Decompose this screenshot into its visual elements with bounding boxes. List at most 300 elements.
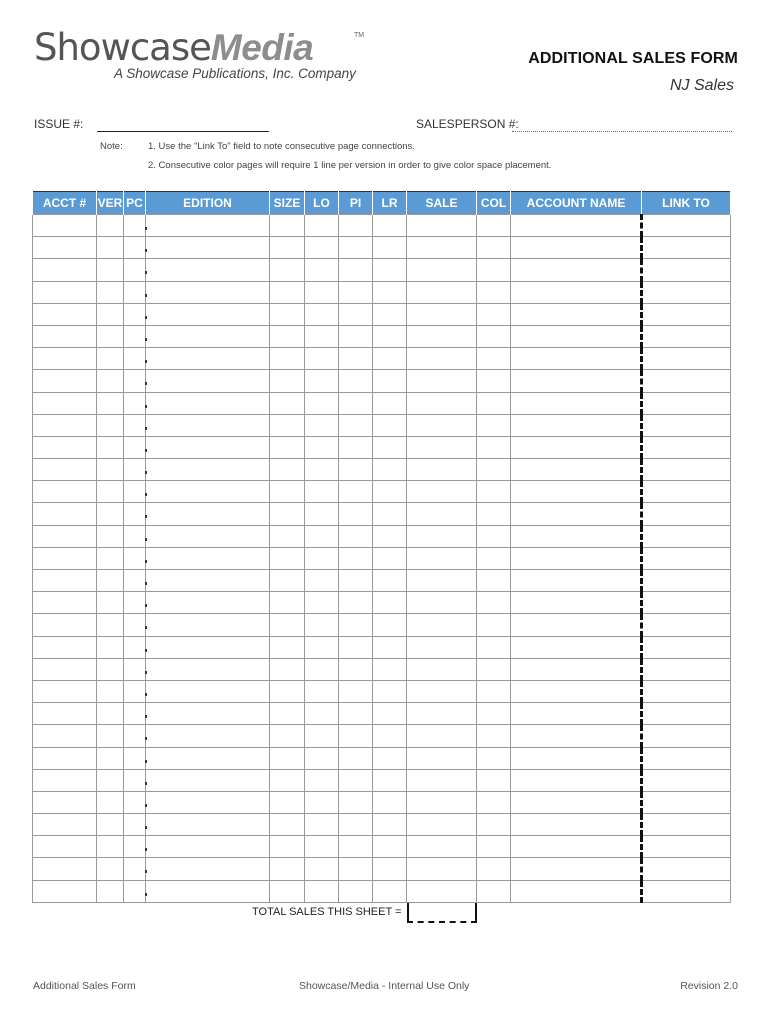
cell-size[interactable] (270, 703, 305, 725)
cell-pc[interactable] (124, 303, 146, 325)
cell-pi[interactable] (339, 769, 373, 791)
cell-link-to[interactable] (642, 414, 731, 436)
cell-lo[interactable] (305, 481, 339, 503)
cell-sale[interactable] (407, 303, 477, 325)
cell-name[interactable] (511, 303, 642, 325)
cell-lr[interactable] (373, 614, 407, 636)
cell-ver[interactable] (97, 436, 124, 458)
cell-sale[interactable] (407, 414, 477, 436)
cell-pi[interactable] (339, 259, 373, 281)
cell-name[interactable] (511, 636, 642, 658)
cell-pc[interactable] (124, 880, 146, 902)
cell-pi[interactable] (339, 503, 373, 525)
cell-sale[interactable] (407, 791, 477, 813)
cell-lr[interactable] (373, 725, 407, 747)
cell-edition[interactable] (146, 525, 270, 547)
cell-acct[interactable] (33, 392, 97, 414)
cell-pi[interactable] (339, 348, 373, 370)
cell-sale[interactable] (407, 525, 477, 547)
cell-sale[interactable] (407, 703, 477, 725)
cell-name[interactable] (511, 814, 642, 836)
cell-lo[interactable] (305, 237, 339, 259)
cell-pi[interactable] (339, 459, 373, 481)
cell-edition[interactable] (146, 769, 270, 791)
cell-lr[interactable] (373, 303, 407, 325)
cell-ver[interactable] (97, 348, 124, 370)
cell-acct[interactable] (33, 348, 97, 370)
cell-name[interactable] (511, 725, 642, 747)
cell-size[interactable] (270, 725, 305, 747)
cell-lo[interactable] (305, 880, 339, 902)
cell-sale[interactable] (407, 547, 477, 569)
cell-sale[interactable] (407, 614, 477, 636)
cell-acct[interactable] (33, 414, 97, 436)
cell-size[interactable] (270, 570, 305, 592)
cell-ver[interactable] (97, 747, 124, 769)
cell-lo[interactable] (305, 459, 339, 481)
cell-pi[interactable] (339, 414, 373, 436)
cell-sale[interactable] (407, 259, 477, 281)
cell-pi[interactable] (339, 281, 373, 303)
cell-link-to[interactable] (642, 814, 731, 836)
cell-pc[interactable] (124, 725, 146, 747)
cell-acct[interactable] (33, 769, 97, 791)
cell-pi[interactable] (339, 547, 373, 569)
cell-acct[interactable] (33, 592, 97, 614)
cell-sale[interactable] (407, 814, 477, 836)
cell-edition[interactable] (146, 325, 270, 347)
cell-sale[interactable] (407, 436, 477, 458)
cell-acct[interactable] (33, 814, 97, 836)
cell-pc[interactable] (124, 259, 146, 281)
cell-col[interactable] (477, 414, 511, 436)
cell-pc[interactable] (124, 814, 146, 836)
cell-pi[interactable] (339, 791, 373, 813)
cell-edition[interactable] (146, 658, 270, 680)
cell-name[interactable] (511, 259, 642, 281)
cell-lo[interactable] (305, 747, 339, 769)
cell-lo[interactable] (305, 281, 339, 303)
cell-name[interactable] (511, 592, 642, 614)
cell-lo[interactable] (305, 725, 339, 747)
cell-link-to[interactable] (642, 880, 731, 902)
cell-acct[interactable] (33, 836, 97, 858)
cell-edition[interactable] (146, 814, 270, 836)
cell-pi[interactable] (339, 747, 373, 769)
cell-lr[interactable] (373, 836, 407, 858)
cell-pc[interactable] (124, 503, 146, 525)
cell-col[interactable] (477, 370, 511, 392)
cell-name[interactable] (511, 547, 642, 569)
cell-acct[interactable] (33, 570, 97, 592)
cell-edition[interactable] (146, 414, 270, 436)
cell-acct[interactable] (33, 703, 97, 725)
cell-pi[interactable] (339, 703, 373, 725)
cell-lr[interactable] (373, 237, 407, 259)
cell-pc[interactable] (124, 592, 146, 614)
cell-name[interactable] (511, 325, 642, 347)
cell-ver[interactable] (97, 525, 124, 547)
cell-pi[interactable] (339, 858, 373, 880)
cell-lo[interactable] (305, 414, 339, 436)
cell-size[interactable] (270, 791, 305, 813)
cell-size[interactable] (270, 370, 305, 392)
cell-name[interactable] (511, 525, 642, 547)
cell-acct[interactable] (33, 880, 97, 902)
cell-sale[interactable] (407, 769, 477, 791)
cell-name[interactable] (511, 392, 642, 414)
cell-acct[interactable] (33, 725, 97, 747)
cell-ver[interactable] (97, 459, 124, 481)
cell-lo[interactable] (305, 703, 339, 725)
cell-pi[interactable] (339, 237, 373, 259)
issue-field[interactable] (97, 131, 269, 132)
cell-acct[interactable] (33, 481, 97, 503)
cell-sale[interactable] (407, 503, 477, 525)
cell-name[interactable] (511, 570, 642, 592)
cell-lo[interactable] (305, 858, 339, 880)
cell-ver[interactable] (97, 614, 124, 636)
cell-pi[interactable] (339, 614, 373, 636)
cell-lr[interactable] (373, 503, 407, 525)
cell-edition[interactable] (146, 303, 270, 325)
cell-lo[interactable] (305, 303, 339, 325)
cell-name[interactable] (511, 858, 642, 880)
cell-pc[interactable] (124, 547, 146, 569)
cell-pc[interactable] (124, 525, 146, 547)
cell-link-to[interactable] (642, 503, 731, 525)
cell-ver[interactable] (97, 703, 124, 725)
cell-link-to[interactable] (642, 303, 731, 325)
cell-name[interactable] (511, 348, 642, 370)
cell-edition[interactable] (146, 570, 270, 592)
cell-lr[interactable] (373, 392, 407, 414)
cell-acct[interactable] (33, 436, 97, 458)
cell-link-to[interactable] (642, 703, 731, 725)
cell-col[interactable] (477, 303, 511, 325)
cell-edition[interactable] (146, 503, 270, 525)
cell-sale[interactable] (407, 325, 477, 347)
cell-lo[interactable] (305, 636, 339, 658)
cell-edition[interactable] (146, 259, 270, 281)
cell-edition[interactable] (146, 592, 270, 614)
cell-size[interactable] (270, 836, 305, 858)
cell-lr[interactable] (373, 791, 407, 813)
cell-lr[interactable] (373, 481, 407, 503)
cell-col[interactable] (477, 769, 511, 791)
cell-edition[interactable] (146, 459, 270, 481)
cell-pi[interactable] (339, 436, 373, 458)
cell-size[interactable] (270, 769, 305, 791)
cell-link-to[interactable] (642, 769, 731, 791)
cell-acct[interactable] (33, 614, 97, 636)
cell-name[interactable] (511, 703, 642, 725)
cell-pi[interactable] (339, 680, 373, 702)
cell-sale[interactable] (407, 836, 477, 858)
cell-lo[interactable] (305, 436, 339, 458)
cell-link-to[interactable] (642, 658, 731, 680)
cell-pc[interactable] (124, 858, 146, 880)
cell-size[interactable] (270, 880, 305, 902)
cell-link-to[interactable] (642, 680, 731, 702)
cell-pi[interactable] (339, 658, 373, 680)
cell-pc[interactable] (124, 281, 146, 303)
cell-size[interactable] (270, 259, 305, 281)
cell-name[interactable] (511, 769, 642, 791)
cell-lo[interactable] (305, 814, 339, 836)
cell-ver[interactable] (97, 370, 124, 392)
cell-sale[interactable] (407, 747, 477, 769)
cell-edition[interactable] (146, 725, 270, 747)
cell-lo[interactable] (305, 348, 339, 370)
cell-name[interactable] (511, 215, 642, 237)
cell-link-to[interactable] (642, 259, 731, 281)
cell-name[interactable] (511, 414, 642, 436)
cell-ver[interactable] (97, 392, 124, 414)
cell-col[interactable] (477, 614, 511, 636)
cell-pc[interactable] (124, 636, 146, 658)
cell-lo[interactable] (305, 325, 339, 347)
cell-pc[interactable] (124, 570, 146, 592)
cell-ver[interactable] (97, 481, 124, 503)
cell-size[interactable] (270, 747, 305, 769)
cell-link-to[interactable] (642, 592, 731, 614)
cell-pi[interactable] (339, 570, 373, 592)
cell-size[interactable] (270, 658, 305, 680)
cell-lo[interactable] (305, 592, 339, 614)
cell-edition[interactable] (146, 680, 270, 702)
cell-edition[interactable] (146, 348, 270, 370)
cell-name[interactable] (511, 481, 642, 503)
cell-lr[interactable] (373, 370, 407, 392)
cell-col[interactable] (477, 459, 511, 481)
cell-edition[interactable] (146, 703, 270, 725)
cell-col[interactable] (477, 747, 511, 769)
cell-lr[interactable] (373, 547, 407, 569)
cell-lr[interactable] (373, 259, 407, 281)
cell-acct[interactable] (33, 370, 97, 392)
cell-ver[interactable] (97, 547, 124, 569)
cell-pi[interactable] (339, 370, 373, 392)
cell-acct[interactable] (33, 547, 97, 569)
cell-edition[interactable] (146, 614, 270, 636)
cell-lo[interactable] (305, 503, 339, 525)
cell-acct[interactable] (33, 747, 97, 769)
cell-link-to[interactable] (642, 325, 731, 347)
cell-edition[interactable] (146, 858, 270, 880)
cell-link-to[interactable] (642, 459, 731, 481)
cell-lo[interactable] (305, 525, 339, 547)
cell-col[interactable] (477, 880, 511, 902)
cell-col[interactable] (477, 791, 511, 813)
cell-edition[interactable] (146, 370, 270, 392)
cell-lo[interactable] (305, 570, 339, 592)
cell-acct[interactable] (33, 215, 97, 237)
cell-edition[interactable] (146, 237, 270, 259)
cell-lo[interactable] (305, 547, 339, 569)
cell-link-to[interactable] (642, 281, 731, 303)
cell-ver[interactable] (97, 503, 124, 525)
cell-link-to[interactable] (642, 614, 731, 636)
cell-link-to[interactable] (642, 237, 731, 259)
cell-link-to[interactable] (642, 791, 731, 813)
cell-col[interactable] (477, 215, 511, 237)
cell-lr[interactable] (373, 592, 407, 614)
cell-name[interactable] (511, 370, 642, 392)
cell-lr[interactable] (373, 325, 407, 347)
cell-link-to[interactable] (642, 392, 731, 414)
cell-lo[interactable] (305, 769, 339, 791)
cell-edition[interactable] (146, 392, 270, 414)
cell-ver[interactable] (97, 259, 124, 281)
cell-pi[interactable] (339, 880, 373, 902)
cell-sale[interactable] (407, 658, 477, 680)
cell-lr[interactable] (373, 348, 407, 370)
cell-size[interactable] (270, 215, 305, 237)
cell-link-to[interactable] (642, 858, 731, 880)
cell-col[interactable] (477, 547, 511, 569)
cell-pc[interactable] (124, 348, 146, 370)
cell-col[interactable] (477, 392, 511, 414)
cell-col[interactable] (477, 836, 511, 858)
cell-lr[interactable] (373, 436, 407, 458)
cell-pc[interactable] (124, 769, 146, 791)
cell-name[interactable] (511, 503, 642, 525)
cell-acct[interactable] (33, 303, 97, 325)
cell-acct[interactable] (33, 636, 97, 658)
cell-pc[interactable] (124, 436, 146, 458)
cell-acct[interactable] (33, 858, 97, 880)
cell-col[interactable] (477, 281, 511, 303)
cell-size[interactable] (270, 636, 305, 658)
cell-lr[interactable] (373, 814, 407, 836)
cell-ver[interactable] (97, 791, 124, 813)
cell-col[interactable] (477, 348, 511, 370)
cell-ver[interactable] (97, 769, 124, 791)
cell-pc[interactable] (124, 414, 146, 436)
cell-lr[interactable] (373, 747, 407, 769)
cell-sale[interactable] (407, 636, 477, 658)
cell-acct[interactable] (33, 503, 97, 525)
cell-col[interactable] (477, 725, 511, 747)
cell-size[interactable] (270, 237, 305, 259)
cell-pc[interactable] (124, 237, 146, 259)
cell-sale[interactable] (407, 570, 477, 592)
cell-pc[interactable] (124, 392, 146, 414)
cell-size[interactable] (270, 503, 305, 525)
cell-col[interactable] (477, 658, 511, 680)
cell-pc[interactable] (124, 836, 146, 858)
cell-lr[interactable] (373, 658, 407, 680)
cell-ver[interactable] (97, 237, 124, 259)
cell-size[interactable] (270, 325, 305, 347)
cell-size[interactable] (270, 680, 305, 702)
cell-sale[interactable] (407, 481, 477, 503)
cell-name[interactable] (511, 680, 642, 702)
cell-pc[interactable] (124, 747, 146, 769)
cell-acct[interactable] (33, 325, 97, 347)
cell-ver[interactable] (97, 325, 124, 347)
cell-pi[interactable] (339, 303, 373, 325)
cell-sale[interactable] (407, 281, 477, 303)
cell-link-to[interactable] (642, 370, 731, 392)
cell-lr[interactable] (373, 880, 407, 902)
cell-pi[interactable] (339, 481, 373, 503)
cell-sale[interactable] (407, 348, 477, 370)
cell-pc[interactable] (124, 614, 146, 636)
cell-link-to[interactable] (642, 348, 731, 370)
cell-link-to[interactable] (642, 525, 731, 547)
cell-acct[interactable] (33, 459, 97, 481)
cell-size[interactable] (270, 814, 305, 836)
cell-link-to[interactable] (642, 547, 731, 569)
cell-ver[interactable] (97, 814, 124, 836)
cell-pc[interactable] (124, 459, 146, 481)
cell-sale[interactable] (407, 880, 477, 902)
cell-name[interactable] (511, 836, 642, 858)
cell-lr[interactable] (373, 525, 407, 547)
cell-pi[interactable] (339, 725, 373, 747)
cell-name[interactable] (511, 237, 642, 259)
cell-ver[interactable] (97, 592, 124, 614)
cell-lr[interactable] (373, 703, 407, 725)
cell-size[interactable] (270, 614, 305, 636)
cell-col[interactable] (477, 237, 511, 259)
cell-acct[interactable] (33, 281, 97, 303)
cell-lr[interactable] (373, 215, 407, 237)
cell-col[interactable] (477, 814, 511, 836)
cell-lo[interactable] (305, 658, 339, 680)
cell-lr[interactable] (373, 459, 407, 481)
cell-link-to[interactable] (642, 725, 731, 747)
cell-pc[interactable] (124, 215, 146, 237)
cell-pc[interactable] (124, 703, 146, 725)
cell-ver[interactable] (97, 570, 124, 592)
cell-link-to[interactable] (642, 636, 731, 658)
cell-lo[interactable] (305, 680, 339, 702)
cell-name[interactable] (511, 880, 642, 902)
cell-acct[interactable] (33, 237, 97, 259)
cell-pi[interactable] (339, 215, 373, 237)
cell-ver[interactable] (97, 636, 124, 658)
cell-edition[interactable] (146, 836, 270, 858)
cell-sale[interactable] (407, 392, 477, 414)
cell-lo[interactable] (305, 215, 339, 237)
cell-size[interactable] (270, 303, 305, 325)
cell-acct[interactable] (33, 525, 97, 547)
cell-sale[interactable] (407, 237, 477, 259)
cell-col[interactable] (477, 636, 511, 658)
cell-acct[interactable] (33, 680, 97, 702)
cell-size[interactable] (270, 525, 305, 547)
salesperson-field[interactable] (512, 131, 732, 132)
cell-lr[interactable] (373, 680, 407, 702)
cell-name[interactable] (511, 658, 642, 680)
cell-sale[interactable] (407, 215, 477, 237)
cell-sale[interactable] (407, 725, 477, 747)
cell-lr[interactable] (373, 281, 407, 303)
cell-lr[interactable] (373, 570, 407, 592)
cell-ver[interactable] (97, 680, 124, 702)
cell-size[interactable] (270, 592, 305, 614)
cell-size[interactable] (270, 547, 305, 569)
cell-name[interactable] (511, 459, 642, 481)
cell-sale[interactable] (407, 858, 477, 880)
cell-link-to[interactable] (642, 570, 731, 592)
cell-sale[interactable] (407, 370, 477, 392)
cell-pi[interactable] (339, 325, 373, 347)
cell-size[interactable] (270, 392, 305, 414)
